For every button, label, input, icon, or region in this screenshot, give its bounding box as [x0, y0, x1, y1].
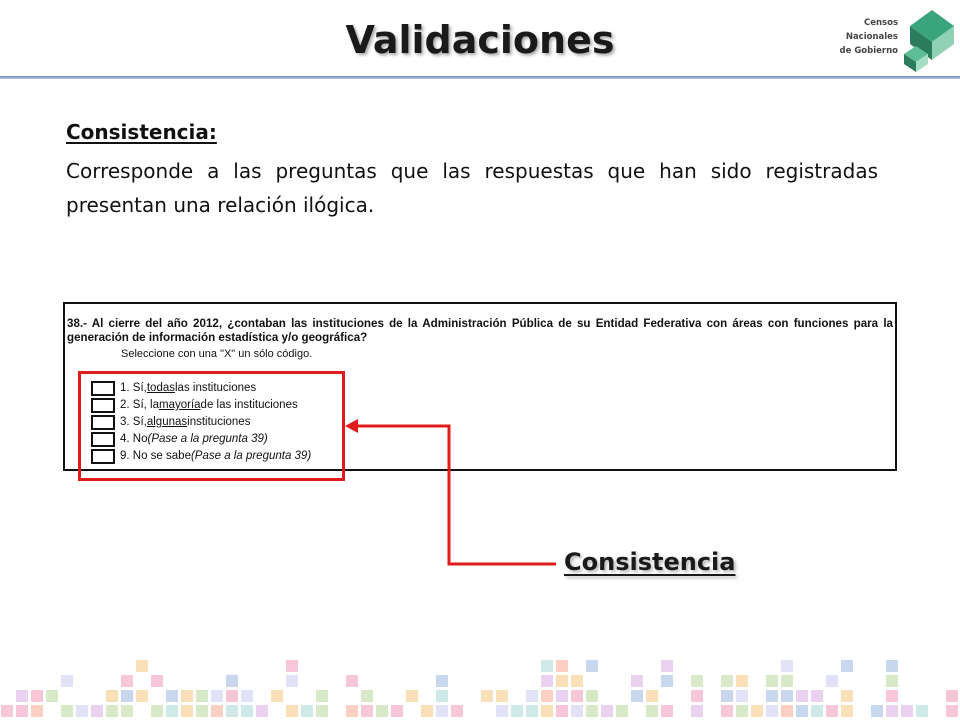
- deco-pixel: [226, 705, 238, 717]
- deco-pixel: [1, 705, 13, 717]
- deco-pixel: [16, 690, 28, 702]
- deco-pixel: [76, 705, 88, 717]
- deco-pixel: [16, 705, 28, 717]
- question-text: 38.- Al cierre del año 2012, ¿contaban las instituciones de la Administración Pública de su Entidad Federativa con áreas con funciones para la generación de información estadística y/o geográfica?: [67, 317, 893, 344]
- deco-pixel: [436, 675, 448, 687]
- deco-pixel: [31, 690, 43, 702]
- deco-pixel: [121, 675, 133, 687]
- callout-label: Consistencia: [564, 548, 736, 576]
- deco-pixel: [556, 660, 568, 672]
- deco-pixel: [436, 705, 448, 717]
- deco-pixel: [256, 705, 268, 717]
- deco-pixel: [841, 660, 853, 672]
- deco-pixel: [571, 690, 583, 702]
- deco-pixel: [871, 705, 883, 717]
- deco-pixel: [31, 705, 43, 717]
- deco-pixel: [646, 705, 658, 717]
- deco-pixel: [106, 705, 118, 717]
- deco-pixel: [166, 705, 178, 717]
- deco-pixel: [886, 660, 898, 672]
- deco-pixel: [556, 705, 568, 717]
- deco-pixel: [586, 690, 598, 702]
- deco-pixel: [916, 705, 928, 717]
- deco-pixel: [526, 705, 538, 717]
- deco-pixel: [451, 705, 463, 717]
- deco-pixel: [196, 690, 208, 702]
- deco-pixel: [691, 675, 703, 687]
- deco-pixel: [301, 705, 313, 717]
- deco-pixel: [751, 705, 763, 717]
- deco-pixel: [61, 675, 73, 687]
- deco-pixel: [631, 675, 643, 687]
- deco-pixel: [211, 705, 223, 717]
- logo-line-3: de Gobierno: [839, 46, 898, 56]
- deco-pixel: [526, 690, 538, 702]
- deco-pixel: [946, 690, 958, 702]
- deco-pixel: [736, 690, 748, 702]
- censos-logo: [839, 10, 960, 72]
- deco-pixel: [556, 690, 568, 702]
- deco-pixel: [541, 690, 553, 702]
- deco-pixel: [811, 705, 823, 717]
- deco-pixel: [841, 705, 853, 717]
- deco-pixel: [826, 675, 838, 687]
- deco-pixel: [226, 675, 238, 687]
- deco-pixel: [211, 690, 223, 702]
- deco-pixel: [346, 705, 358, 717]
- deco-pixel: [766, 675, 778, 687]
- answer-option: 1. Sí, todas las instituciones: [91, 379, 256, 397]
- logo-line-2: Nacionales: [845, 32, 898, 42]
- deco-pixel: [541, 705, 553, 717]
- deco-pixel: [166, 690, 178, 702]
- deco-pixel: [541, 660, 553, 672]
- deco-pixel: [541, 675, 553, 687]
- deco-pixel: [346, 675, 358, 687]
- deco-pixel: [286, 675, 298, 687]
- deco-pixel: [136, 660, 148, 672]
- deco-pixel: [631, 690, 643, 702]
- deco-pixel: [391, 705, 403, 717]
- deco-pixel: [586, 660, 598, 672]
- censos-logo-cubes-icon: [902, 10, 960, 72]
- logo-line-1: Censos: [863, 18, 898, 28]
- deco-pixel: [91, 705, 103, 717]
- deco-pixel: [361, 705, 373, 717]
- deco-pixel: [286, 660, 298, 672]
- deco-pixel: [571, 705, 583, 717]
- deco-pixel: [121, 690, 133, 702]
- deco-pixel: [886, 705, 898, 717]
- deco-pixel: [661, 705, 673, 717]
- deco-pixel: [151, 705, 163, 717]
- deco-pixel: [316, 705, 328, 717]
- deco-pixel: [376, 705, 388, 717]
- deco-pixel: [316, 690, 328, 702]
- deco-pixel: [691, 705, 703, 717]
- highlight-box: [78, 371, 345, 481]
- deco-pixel: [61, 705, 73, 717]
- deco-pixel: [421, 705, 433, 717]
- deco-pixel: [271, 690, 283, 702]
- deco-pixel: [796, 690, 808, 702]
- deco-pixel: [361, 690, 373, 702]
- deco-pixel: [586, 705, 598, 717]
- deco-pixel: [571, 675, 583, 687]
- deco-pixel: [46, 690, 58, 702]
- deco-pixel: [736, 675, 748, 687]
- deco-pixel: [481, 690, 493, 702]
- deco-pixel: [616, 705, 628, 717]
- deco-pixel: [121, 705, 133, 717]
- answer-option: 3. Sí, algunas instituciones: [91, 413, 250, 431]
- deco-pixel: [406, 690, 418, 702]
- deco-pixel: [196, 705, 208, 717]
- deco-pixel: [286, 705, 298, 717]
- deco-pixel: [106, 690, 118, 702]
- deco-pixel: [496, 690, 508, 702]
- deco-pixel: [436, 690, 448, 702]
- definition-text: Corresponde a las preguntas que las respuestas que han sido registradas presentan una relación ilógica.: [66, 159, 878, 217]
- deco-pixel: [601, 705, 613, 717]
- decorative-pixel-border: [0, 652, 960, 720]
- deco-pixel: [661, 675, 673, 687]
- deco-pixel: [781, 675, 793, 687]
- deco-pixel: [721, 690, 733, 702]
- deco-pixel: [826, 705, 838, 717]
- deco-pixel: [226, 690, 238, 702]
- answer-option: 9. No se sabe (Pase a la pregunta 39): [91, 447, 311, 465]
- deco-pixel: [886, 690, 898, 702]
- answer-option: 2. Sí, la mayoría de las instituciones: [91, 396, 298, 414]
- answer-option: 4. No (Pase a la pregunta 39): [91, 430, 268, 448]
- deco-pixel: [766, 690, 778, 702]
- section-heading: Consistencia:: [66, 120, 217, 144]
- deco-pixel: [151, 675, 163, 687]
- deco-pixel: [136, 690, 148, 702]
- deco-pixel: [766, 705, 778, 717]
- deco-pixel: [886, 675, 898, 687]
- deco-pixel: [781, 705, 793, 717]
- deco-pixel: [811, 690, 823, 702]
- deco-pixel: [691, 690, 703, 702]
- deco-pixel: [661, 660, 673, 672]
- deco-pixel: [901, 705, 913, 717]
- deco-pixel: [181, 690, 193, 702]
- deco-pixel: [511, 705, 523, 717]
- deco-pixel: [946, 705, 958, 717]
- title-divider: [0, 76, 960, 79]
- deco-pixel: [241, 690, 253, 702]
- deco-pixel: [841, 690, 853, 702]
- deco-pixel: [181, 705, 193, 717]
- slide-title: Validaciones: [345, 18, 615, 62]
- deco-pixel: [721, 705, 733, 717]
- deco-pixel: [646, 690, 658, 702]
- deco-pixel: [241, 705, 253, 717]
- deco-pixel: [781, 690, 793, 702]
- deco-pixel: [496, 705, 508, 717]
- deco-pixel: [736, 705, 748, 717]
- deco-pixel: [556, 675, 568, 687]
- question-instruction: Seleccione con una "X" un sólo código.: [121, 348, 313, 360]
- deco-pixel: [721, 675, 733, 687]
- deco-pixel: [781, 660, 793, 672]
- deco-pixel: [796, 705, 808, 717]
